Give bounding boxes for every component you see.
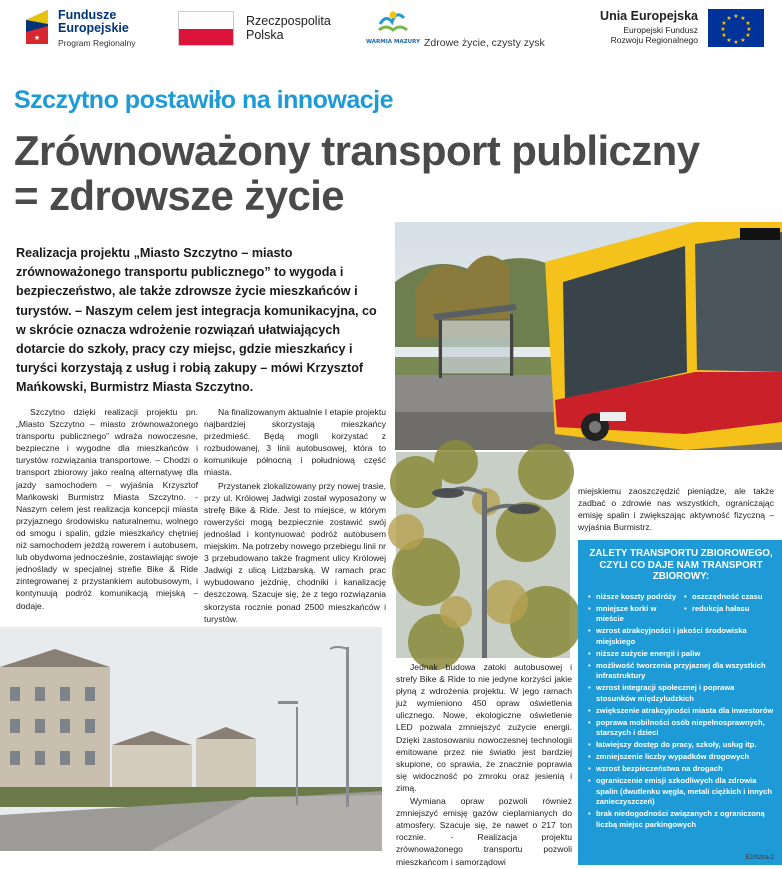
col2-paragraph-1: Na finalizowanym aktualnie I etapie projektu najbardziej skorzystają mieszkańcy przedmieść. Będą mogli korzystać z rozbudowanej, 3 linii autobusowej, która to komunikuje północną i południową część miasta. xyxy=(204,407,386,478)
svg-text:WARMIA MAZURY: WARMIA MAZURY xyxy=(365,39,421,45)
svg-text:★: ★ xyxy=(745,32,751,39)
eu-flag-icon xyxy=(708,9,764,47)
ue-line1: Unia Europejska xyxy=(600,9,698,23)
bus-stop-photo xyxy=(395,222,782,450)
benefits-pair-1 xyxy=(588,592,774,604)
svg-text:★: ★ xyxy=(721,20,727,27)
led-street-lamp-photo xyxy=(396,452,570,658)
poland-flag-icon xyxy=(178,11,234,46)
svg-text:★: ★ xyxy=(745,20,751,27)
benefit-item: • łatwiejszy dostęp do pracy, szkoły, usług itp. xyxy=(588,740,774,751)
fundusze-line2: Europejskie xyxy=(58,21,129,35)
fundusze-europejskie-logo-icon xyxy=(24,6,50,46)
article-column-2 xyxy=(204,406,386,626)
benefits-box xyxy=(578,540,782,865)
benefit-item: • możliwość tworzenia przyjaznej dla wszystkich infrastruktury xyxy=(588,661,774,682)
fundusze-label xyxy=(58,9,135,50)
benefit-item: • ograniczenie emisji szkodliwych dla zdrowia spalin (dwutlenku węgla, metali ciężkich i innych zanieczyszczeń) xyxy=(588,776,774,808)
svg-text:★: ★ xyxy=(726,37,732,44)
svg-text:★: ★ xyxy=(733,13,739,20)
svg-text:★: ★ xyxy=(720,26,726,33)
article-column-3 xyxy=(396,661,572,869)
col1-paragraph: Szczytno dzięki realizacji projektu pn. „Miasto Szczytno – miasto zrównoważonego transportu publicznego” wdraża nowoczesne, bezpieczne i wygodne dla mieszkańców i turystów rozwiązania transportowe. – Chodzi o transport zbiorowy jako realną alternatywę dla jazdy samochodem – wyjaśnia Krzysztof Mańkowski Burmistrz Miasta Szczytno. - Naszym celem jest realizacja koncepcji miasta przyjaznego środowisku naturalnemu, wolnego od smogu i spalin, gdzie mieszkańcy chętniej niż samochodem jeżdżą rowerem i autobusem, lub obydwoma jednocześnie, zostawiając swoje jednoślady w specjalnej strefie Bike & Ride zintegrowanej z przystankiem autobusowym, i kontynuują podróż komunikacją miejską – dodaje. xyxy=(16,407,198,611)
ue-sub1: Europejski Fundusz xyxy=(623,25,698,35)
article-lead: Realizacja projektu „Miasto Szczytno – miasto zrównoważonego transportu publicznego” to wygoda i bezpieczeństwo, ale także zdrowsze życie mieszkańców i turystów. – Naszym celem jest integracja komunikacyjna, co w skrócie oznacza wdrożenie rozwiązań ułatwiających dotarcie do szkoły, pracy czy miejsc, gdzie mieszkańcy i turyści korzystają z usług i robią zakupy – mówi Krzysztof Mańkowski, Burmistrz Miasta Szczytno. xyxy=(16,246,377,395)
headline-line2: = zdrowsze życie xyxy=(14,172,345,219)
street-photo xyxy=(0,627,382,851)
benefit-item: • redukcja hałasu xyxy=(684,604,749,625)
warmia-slogan: Zdrowe życie, czysty zysk xyxy=(424,37,545,49)
benefit-item: • wzrost bezpieczeństwa na drogach xyxy=(588,764,774,775)
benefit-item: • poprawa mobilności osób niepełnosprawnych, starszych i dzieci xyxy=(588,718,774,739)
benefit-item: • mniejsze korki w mieście xyxy=(588,604,684,625)
rp-line2: Polska xyxy=(246,28,284,42)
svg-text:★: ★ xyxy=(721,32,727,39)
svg-text:★: ★ xyxy=(746,26,752,33)
headline-line1: Zrównoważony transport publiczny xyxy=(14,127,700,174)
svg-text:★: ★ xyxy=(740,37,746,44)
col2-paragraph-2: Przystanek zlokalizowany przy nowej trasie, przy ul. Królowej Jadwigi został wyposażony w strefę Bike & Ride. Jest to miejsce, w którym rowerzyści mogą bezpiecznie zostawić swój jednoślad i kontynuować podróż autobusem miejskim. Na potrzeby nowego przebiegu linii nr 3 przebudowano także fragment ulicy Królowej Jadwigi z ulicą Lidzbarską. W ramach prac wybudowano jezdnię, chodniki i kanalizację deszczową. Szacuje się, że z tego rozwiązania skorzysta rocznie ponad 2500 mieszkańców i turystów. xyxy=(204,480,386,624)
benefit-item: • niższe koszty podróży xyxy=(588,592,684,603)
fundusze-sub: Program Regionalny xyxy=(58,38,136,48)
benefits-list xyxy=(588,592,774,831)
footer-code: E2/Sztra-2 xyxy=(745,855,774,861)
benefit-item: • zwiększenie atrakcyjności miasta dla inwestorów xyxy=(588,706,774,717)
svg-text:★: ★ xyxy=(726,15,732,22)
benefits-box-title: ZALETY TRANSPORTU ZBIOROWEGO, CZYLI CO DAJE NAM TRANSPORT ZBIOROWY: xyxy=(589,548,773,582)
svg-text:★: ★ xyxy=(740,15,746,22)
fundusze-line1: Fundusze xyxy=(58,8,117,22)
warmia-mazury-logo-icon xyxy=(365,6,421,46)
benefits-pair-2 xyxy=(588,604,774,627)
benefit-item: • niższe zużycie energii i paliw xyxy=(588,649,774,660)
benefit-item: • zmniejszenie liczby wypadków drogowych xyxy=(588,752,774,763)
benefit-item: • brak niedogodności związanych z ograniczoną liczbą miejsc parkingowych xyxy=(588,809,774,830)
col3-paragraph-1: Jednak budowa zatoki autobusowej i strefy Bike & Ride to nie jedyne korzyści jakie płyną z wdrożenia projektu. W jego ramach już wymieniono 450 opraw oświetlenia ulicznego. Nowe, ekologiczne oświetlenie LED pozwala zmniejszyć zużycie energii. Dzięki zastosowaniu nowoczesnej technologii emitowane przez nie światło jest bardziej skupione, co sprawia, że znacznie poprawia się widoczność po zmroku oraz jesienią i zimą. xyxy=(396,662,572,793)
svg-text:★: ★ xyxy=(733,39,739,46)
ue-sub2: Rozwoju Regionalnego xyxy=(610,35,698,45)
article-kicker: Szczytno postawiło na innowacje xyxy=(14,86,394,114)
rp-line1: Rzeczpospolita xyxy=(246,14,331,28)
ue-label xyxy=(600,9,698,45)
article-column-1 xyxy=(16,406,198,613)
benefit-item: • wzrost atrakcyjności i jakości środowiska miejskiego xyxy=(588,626,774,647)
article-headline xyxy=(14,128,774,218)
benefit-item: • oszczędność czasu xyxy=(684,592,762,603)
svg-text:★: ★ xyxy=(33,34,41,42)
col4-paragraph: miejskiemu zaoszczędzić pieniądze, ale także zadbać o zdrowie nas wszystkich, ograniczając emisję spalin i zwiększając aktywność fizyczną – wyjaśnia Burmistrz. xyxy=(578,486,774,533)
article-column-4 xyxy=(578,485,774,534)
benefit-item: • wzrost integracji społecznej i poprawa stosunków międzyludzkich xyxy=(588,683,774,704)
rp-label xyxy=(246,14,331,42)
logo-bar xyxy=(0,0,782,62)
col3-paragraph-2: Wymiana opraw pozwoli również zmniejszyć emisję gazów cieplarnianych do atmosfery. Szacuje się, że nawet o 217 ton rocznie. - Realizacja projektu zrównoważonego transportu pozwoli mieszkańcom i samorządowi xyxy=(396,796,572,867)
